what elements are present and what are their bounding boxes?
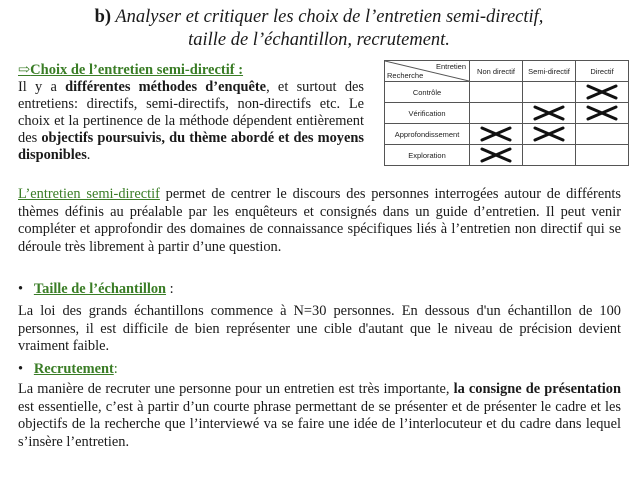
recrutement-bold: la consigne de présentation — [453, 381, 621, 397]
paragraph-choix-text-1: Il y a — [18, 79, 66, 95]
x-mark-icon — [479, 126, 513, 142]
bullet-dot-icon: • — [18, 361, 24, 377]
x-mark-icon — [585, 84, 619, 100]
paragraph-choix — [18, 79, 364, 164]
table-cell — [576, 124, 629, 145]
bullet-taille-heading: Taille de l’échantillon — [33, 281, 167, 297]
table-corner-cell — [385, 61, 470, 82]
x-mark-icon — [585, 105, 619, 121]
paragraph-choix-bold-2: objectifs poursuivis, du thème abordé et des moyens disponibles — [18, 130, 364, 163]
table-cell — [523, 103, 576, 124]
slide-title — [0, 6, 638, 52]
table-row — [385, 82, 629, 103]
paragraph-taille: La loi des grands échantillons commence à N=30 personnes. En dessous d'un échantillon de 100 personnes, il est difficile de bien représenter une cible d'autant que le niveau de précision devient vraiment faible. — [18, 303, 621, 355]
x-mark-icon — [532, 126, 566, 142]
table-cell — [470, 103, 523, 124]
bullet-dot-icon: • — [18, 281, 24, 297]
section-heading-choix — [18, 61, 243, 79]
bullet-taille — [18, 281, 174, 298]
corner-label-bottom: Recherche — [387, 71, 424, 80]
bullet-recrutement-heading: Recrutement — [33, 361, 114, 377]
bullet-recrutement-colon: : — [113, 361, 118, 377]
semi-directif-lead: L’entretien semi-directif — [18, 186, 160, 202]
table-cell — [576, 103, 629, 124]
paragraph-choix-text-3: . — [86, 147, 91, 163]
column-header: Semi-directif — [523, 61, 576, 82]
table-cell — [523, 82, 576, 103]
table-header-row — [385, 61, 629, 82]
x-mark-icon — [479, 147, 513, 163]
recrutement-text-2: est essentielle, c’est à partir d’un courte phrase permettant de se présenter et de présenter le cadre et les objectifs de la recherche que l’interviewé va se faire une idée de l’interlocuteur et du cadre dans lequel s’insère l’entretien. — [18, 398, 621, 450]
paragraph-choix-bold-1: différentes méthodes d’enquête — [65, 79, 267, 95]
table-cell — [470, 124, 523, 145]
section-heading-choix-text: Choix de l’entretien semi-directif : — [30, 62, 244, 78]
table-row — [385, 145, 629, 166]
title-prefix: b) — [94, 7, 112, 27]
table-cell — [576, 82, 629, 103]
bullet-recrutement — [18, 361, 118, 378]
table-cell — [576, 145, 629, 166]
table-cell — [470, 145, 523, 166]
method-table — [384, 60, 629, 166]
row-label: Approfondissement — [385, 124, 470, 145]
paragraph-recrutement — [18, 381, 621, 451]
table-row — [385, 103, 629, 124]
semi-directif-text: permet de centrer le discours des personnes interrogées autour de différents thèmes définis au préalable par les enquêteurs et consignés dans un guide d’entretien. Il peut venir compléter et approfondir des domaines de connaissance spécifiques liés à l’entretien non directif qui se déroule très librement à partir d’une question. — [18, 186, 621, 255]
recrutement-text-1: La manière de recruter une personne pour un entretien est très importante, — [18, 381, 454, 397]
table-cell — [470, 82, 523, 103]
bullet-taille-colon: : — [166, 281, 174, 297]
table-row — [385, 124, 629, 145]
arrow-icon: ⇨ — [18, 62, 31, 78]
paragraph-choix-text-2: , et surtout des entretiens: directifs, semi-directifs, non-directifs etc. Le choix et la pertinence de la méthode dépendent entièrement des — [18, 79, 364, 146]
title-line-1: Analyser et critiquer les choix de l’entretien semi-directif, — [115, 7, 544, 27]
row-label: Vérification — [385, 103, 470, 124]
column-header: Directif — [576, 61, 629, 82]
row-label: Exploration — [385, 145, 470, 166]
title-line-2: taille de l’échantillon, recrutement. — [188, 30, 450, 50]
table-cell — [523, 145, 576, 166]
paragraph-semi-directif — [18, 186, 621, 256]
row-label: Contrôle — [385, 82, 470, 103]
corner-label-top: Entretien — [435, 62, 466, 71]
table-cell — [523, 124, 576, 145]
x-mark-icon — [532, 105, 566, 121]
column-header: Non directif — [470, 61, 523, 82]
